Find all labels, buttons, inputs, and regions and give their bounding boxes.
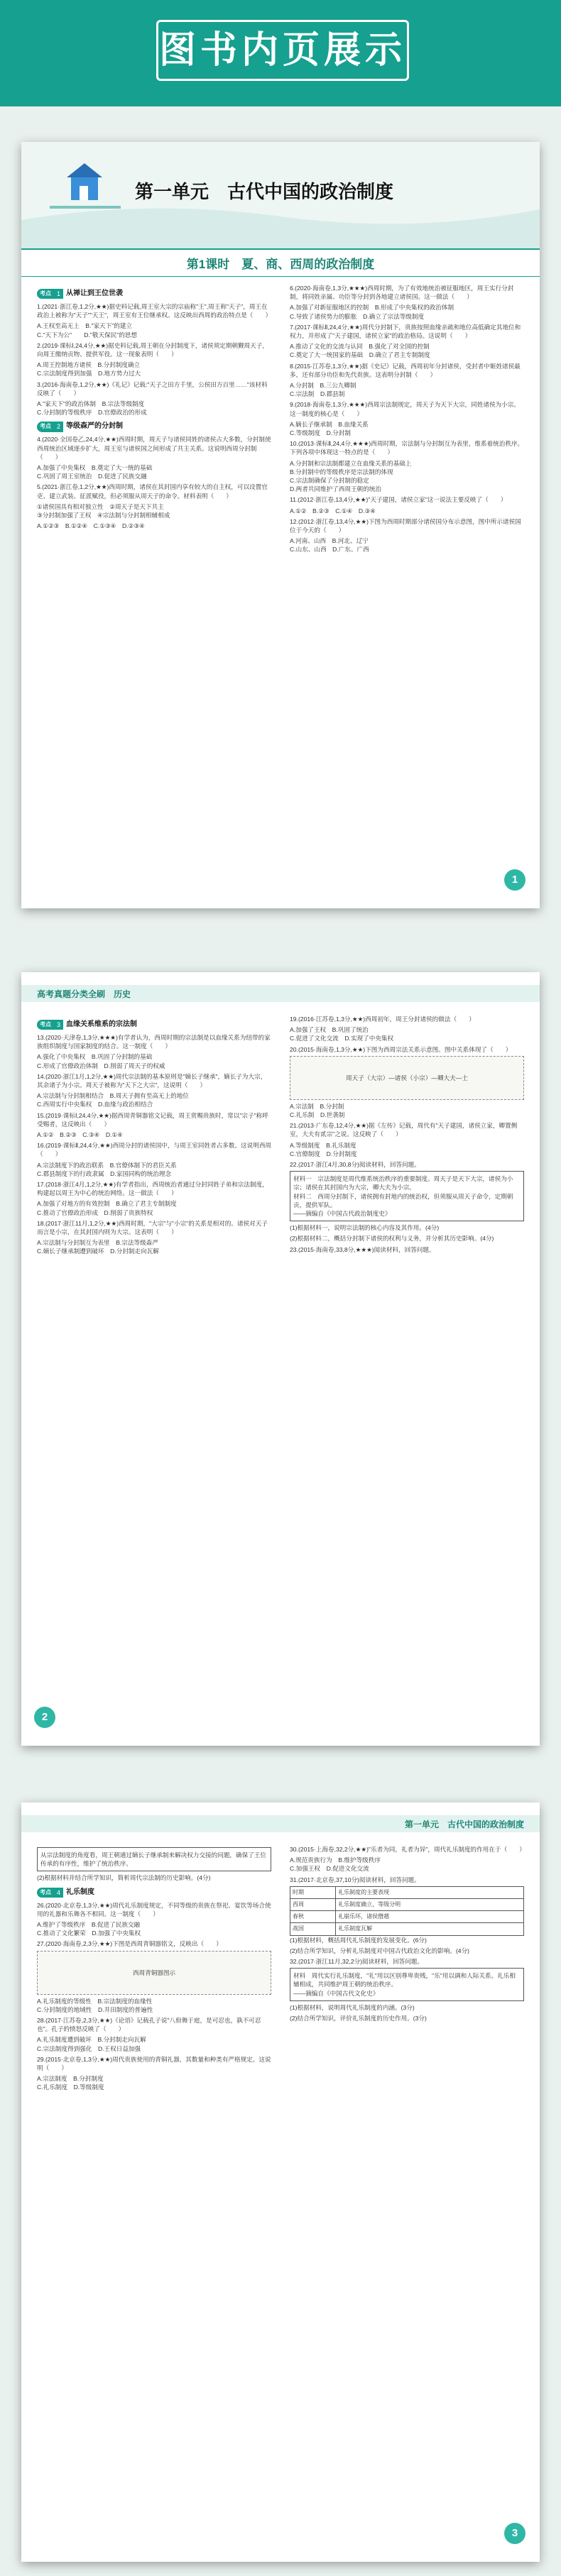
question-text: 10.(2013·课标Ⅱ,24,4分,★★★)西周时期，宗法制与分封制互为表里，维系着统治秩序。下列各项中体现这一特点的是（ ） — [290, 440, 524, 456]
question-text: A.分封制 B.三公九卿制 C.宗法制 D.郡县制 — [290, 382, 356, 398]
question-text: 27.(2020·海南卷,2,3分,★★)下图是西周青铜器铭文，反映出（ ） — [37, 1940, 222, 1948]
question-text: A.加强了中央集权 B.奠定了大一统的基础 C.巩固了周王室统治 D.促进了民族交融 — [37, 464, 153, 480]
page-number: 1 — [504, 869, 525, 891]
question-text: 13.(2020·天津卷,1,3分,★★★)有学者认为，西周时期的宗法制是以血缘关系为纽带的家族组织制度与国家制度的结合。这一制度（ ） — [37, 1034, 271, 1050]
table-cell: 礼乐制度确立，等级分明 — [336, 1899, 524, 1911]
section-heading — [37, 1019, 271, 1030]
question-text: A.强化了中央集权 B.巩固了分封制的基础 C.形成了官僚政治体制 D.削弱了周天子的权威 — [37, 1053, 165, 1069]
question-text: A.宗法制度 B.分封制度 C.礼乐制度 D.等级制度 — [37, 2075, 104, 2091]
table-cell: 战国 — [290, 1923, 336, 1935]
book-page-3 — [21, 1802, 540, 2562]
question-text: A.①② B.②③ C.③④ D.①④ — [37, 1131, 123, 1139]
right-column — [290, 1015, 524, 1256]
section-heading — [37, 421, 271, 432]
banner — [0, 0, 561, 106]
left-column — [37, 284, 271, 532]
question-text: (2)根据材料二，概括分封制下诸侯的权利与义务，并分析其历史影响。(4分) — [290, 1235, 494, 1243]
question-text: 5.(2021·浙江卷,1,2分,★★)西周时期，诸侯在其封国内享有较大的自主权，可以设置官吏、建立武装、征派赋役，但必须服从周天子的命令。材料表明（ ） — [37, 483, 268, 500]
section-title: 礼乐制度 — [66, 1888, 95, 1896]
question-text: A.河南、山西 B.河北、辽宁 C.山东、山西 D.广东、广西 — [290, 537, 369, 554]
question-text: 2.(2019·课标Ⅰ,24,4分,★★)据史料记载,周王朝在分封制度下，诸侯须定期朝觐周天子，向周王缴纳贡物、提供军役。这一现象表明（ ） — [37, 341, 268, 358]
question-text: A."家天下"的政治体制 B.宗法等级制度 C.分封制的等级秩序 D.官僚政治的形成 — [37, 400, 147, 417]
question-text: (1)根据材料，概括周代礼乐制度的发展变化。(6分) — [290, 1936, 427, 1944]
question-text: 32.(2017·浙江11月,32,2分)阅读材料，回答问题。 — [290, 1958, 423, 1966]
question-text: (2)结合所学知识，评价礼乐制度的历史作用。(3分) — [290, 2015, 427, 2022]
question-text: A.加强了对地方的有效控制 B.确立了君主专制制度 C.推动了官僚政治形成 D.削弱了贵族特权 — [37, 1200, 177, 1216]
question-text: 23.(2015·海南卷,33,8分,★★★)阅读材料，回答问题。 — [290, 1245, 435, 1253]
question-text: A.推动了文化的交流与认同 B.强化了对全国的控制 C.奠定了大一统国家的基础 D.确立了君主专制制度 — [290, 343, 430, 359]
question-text: 26.(2020·北京卷,1,3分,★★)周代礼乐制度规定，不同等级的贵族在祭祀、宴饮等场合使用的礼器和乐舞各不相同。这一制度（ ） — [37, 1901, 271, 1917]
material-table — [290, 1886, 524, 1936]
left-column — [37, 1845, 271, 2094]
question-text: A.王权至高无上 B."家天下"的建立 C."天下为公" D."敬天保民"的思想 — [37, 322, 138, 338]
book-page-1 — [21, 142, 540, 908]
question-text: (2)结合所学知识，分析礼乐制度对中国古代政治文化的影响。(4分) — [290, 1947, 470, 1954]
question-text: 17.(2018·浙江4月,1,2分,★★)有学者指出，西周统治者通过分封同姓子弟和宗法制度，构建起以周王为中心的统治网络。这一做法（ ） — [37, 1181, 268, 1197]
table-cell: 礼崩乐坏，诸侯僭越 — [336, 1911, 524, 1923]
question-text: 14.(2020·浙江1月,1,2分,★★)周代宗法制的基本原则是"嫡长子继承"，嫡长子为大宗，其余诸子为小宗。周天子被称为"天下之大宗"，这说明（ ） — [37, 1072, 267, 1089]
question-text: 4.(2020·全国卷乙,24,4分,★★)西周时期，周天子与诸侯同姓的诸侯占大多数，分封制使西周统治区域逐步扩大，周王室与诸侯国之间形成了共主关系。这说明西周分封制（ ） — [37, 436, 271, 461]
right-column — [290, 284, 524, 556]
question-text: 11.(2012·浙江卷,13,4分,★★)"天子建国，诸侯立家"这一说法主要反映了（ ） — [290, 496, 507, 504]
table-cell: 礼乐制度瓦解 — [336, 1923, 524, 1935]
question-text: 3.(2016·海南卷,1,2分,★★)《礼记》记载:"天子之田方千里，公侯田方百里……"该材料反映了（ ） — [37, 380, 268, 397]
question-text: 12.(2012·浙江卷,13,4分,★★)下图为西周时期部分诸侯国分布示意图，图中所示诸侯国位于今天的（ ） — [290, 517, 521, 534]
question-text: A.礼乐制度的等级性 B.宗法制度的血缘性 C.分封制度的地域性 D.井田制度的普遍性 — [37, 1997, 153, 2013]
question-text: 21.(2013·广东卷,12,4分,★★)据《左传》记载，周代有"天子建国，诸侯立家，卿置侧室，大夫有贰宗"之说。这反映了（ ） — [290, 1122, 518, 1138]
question-text: 30.(2015·上海卷,32,2分,★★)"乐者为同，礼者为异"，周代礼乐制度的作用在于（ ） — [290, 1846, 525, 1853]
banner-title: 图书内页展示 — [156, 20, 409, 81]
section-title: 从禅让到王位世袭 — [66, 289, 124, 297]
question-text: (1)根据材料一，说明宗法制的核心内容及其作用。(4分) — [290, 1224, 440, 1232]
question-text: A.礼乐制度遭到破坏 B.分封制走向瓦解 C.宗法制度得到强化 D.王权日益加强 — [37, 2036, 146, 2052]
material-box: 材料 周代实行礼乐制度，"礼"用以区别尊卑贵贱，"乐"用以调和人际关系。礼乐相辅相成，共同维护周王朝的统治秩序。 ——摘编自《中国古代文化史》 — [290, 1968, 524, 2001]
question-text: 8.(2015·江苏卷,1,3分,★★)据《史记》记载，西周初年分封诸侯，受封者中姬姓诸侯最多，还有部分功臣和先代贵族。这表明分封制（ ） — [290, 362, 521, 378]
material-box: 从宗法制度的角度看，周王朝通过嫡长子继承制来解决权力交接的问题，确保了王位传承的有序性，维护了统治秩序。 — [37, 1847, 271, 1871]
table-cell: 时期 — [290, 1886, 336, 1898]
question-text: 20.(2015·海南卷,1,3分,★★)下图为西周宗法关系示意图。图中关系体现了（ ） — [290, 1045, 512, 1053]
table-cell: 西周 — [290, 1899, 336, 1911]
question-text: ①诸侯国具有相对独立性 ②周天子是天下共主 ③分封制加强了王权 ④宗法制与分封制相辅相成 — [37, 502, 170, 519]
question-text: A.规范贵族行为 B.维护等级秩序 C.加强王权 D.促进文化交流 — [290, 1856, 381, 1873]
question-figure: 周天子（大宗）—诸侯（小宗）—卿大夫—士 — [290, 1056, 524, 1100]
question-text: A.宗法制与分封制互为表里 B.宗法等级森严 C.嫡长子继承制遭到破坏 D.分封制走向瓦解 — [37, 1239, 159, 1255]
section-tag: 考点 — [37, 1888, 54, 1898]
question-text: 1.(2021·浙江卷,1,2分,★★)据史料记载,周王室大宗的宗庙称"王",周王称"天子"，周王在政治上被称为"天子""天王"，周王室有王位继承权。这反映出西周的政治特点是（ ） — [37, 303, 272, 319]
section-number: 2 — [54, 422, 63, 431]
question-text: (1)根据材料，说明周代礼乐制度的内涵。(3分) — [290, 2003, 415, 2011]
question-text: 19.(2016·江苏卷,1,3分,★★)西周初年，周王分封诸侯的做法（ ） — [290, 1015, 475, 1023]
question-text: 6.(2020·海南卷,1,3分,★★★)西周时期，为了有效地统治被征服地区，周王实行分封制，将同姓亲属、功臣等分封到各地建立诸侯国。这一做法（ ） — [290, 285, 514, 301]
question-text: A.①②③ B.①②④ C.①③④ D.②③④ — [37, 522, 145, 530]
question-text: A.分封制和宗法制都建立在血缘关系的基础上 B.分封制中的等级秩序是宗法制的体现 C.宗法制确保了分封制的稳定 D.两者共同维护了西周王朝的统治 — [290, 459, 412, 493]
unit-title: 第一单元 古代中国的政治制度 — [135, 181, 394, 202]
question-text: 22.(2017·浙江4月,30,8分)阅读材料，回答问题。 — [290, 1161, 420, 1169]
question-text: A.宗法制度下的政治联系 B.官僚体制下的君臣关系 C.郡县制度下的行政隶属 D.家国同构的统治理念 — [37, 1161, 177, 1177]
left-column — [37, 1015, 271, 1258]
running-header: 高考真题分类全刷 历史 — [37, 989, 131, 999]
question-figure: 西周青铜器图示 — [37, 1951, 271, 1995]
question-text: A.嫡长子继承制 B.血缘关系 C.等级制度 D.分封制 — [290, 420, 369, 437]
running-header: 第一单元 古代中国的政治制度 — [404, 1820, 524, 1829]
question-text: A.加强了对新征服地区的控制 B.形成了中央集权的政治体制 C.导致了诸侯势力的膨胀 D.确立了宗法等级制度 — [290, 304, 454, 320]
section-number: 1 — [54, 289, 63, 299]
section-title: 等级森严的分封制 — [66, 422, 124, 431]
section-tag: 考点 — [37, 289, 54, 299]
question-text: A.周王控制地方诸侯 B.分封制度确立 C.宗法制度得到加强 D.地方势力过大 — [37, 361, 141, 378]
question-text: 9.(2018·海南卷,1,3分,★★★)西周宗法制规定，周天子为天下大宗，同姓诸侯为小宗。这一制度的核心是（ ） — [290, 401, 520, 417]
question-text: A.宗法制与分封制相结合 B.周天子拥有至高无上的地位 C.西周实行中央集权 D.血缘与政治相结合 — [37, 1092, 189, 1108]
page-number: 2 — [34, 1707, 55, 1728]
section-tag: 考点 — [37, 422, 54, 431]
question-text: 16.(2019·课标Ⅱ,24,4分,★★)西周分封的诸侯国中，与周王室同姓者占多数。这说明西周（ ） — [37, 1142, 272, 1158]
question-text: 7.(2017·课标Ⅱ,24,4分,★★)周代分封制下，贵族按照血缘亲疏和地位高低确定其地位和权力，并形成了"天子建国，诸侯立家"的政治格局。这说明（ ） — [290, 323, 521, 340]
lesson-title: 第1课时 夏、商、西周的政治制度 — [21, 248, 540, 277]
right-column — [290, 1845, 524, 2025]
table-cell: 礼乐制度的主要表现 — [336, 1886, 524, 1898]
section-heading — [37, 1887, 271, 1898]
question-text: 29.(2015·北京卷,1,3分,★★)周代贵族使用的青铜礼器，其数量和种类有严格规定。这说明（ ） — [37, 2055, 271, 2072]
section-number: 3 — [54, 1020, 63, 1030]
question-text: 28.(2017·江苏卷,2,3分,★★)《论语》记载孔子说"八佾舞于庭，是可忍也，孰不可忍也"。孔子的愤怒反映了（ ） — [37, 2017, 261, 2033]
material-box: 材料一 宗法制度是周代维系统治秩序的重要制度。周天子是天下大宗，诸侯为小宗；诸侯在其封国内为大宗，卿大夫为小宗。 材料二 西周分封制下，诸侯拥有封地内的统治权，但须服从周天子命令，定期朝贡，提供军队。 ——摘编自《中国古代政治制度史》 — [290, 1171, 524, 1221]
question-text: A.维护了等级秩序 B.促进了民族交融 C.推动了文化繁荣 D.加强了中央集权 — [37, 1921, 141, 1937]
book-page-2 — [21, 972, 540, 1746]
question-text: A.①② B.②③ C.①④ D.③④ — [290, 507, 376, 514]
table-cell: 春秋 — [290, 1911, 336, 1923]
question-text: 18.(2017·浙江11月,1,2分,★★)西周时期，"大宗"与"小宗"的关系是相对的。诸侯对天子而言是小宗，在其封国内则为大宗。这表明（ ） — [37, 1219, 268, 1236]
section-title: 血缘关系维系的宗法制 — [66, 1020, 138, 1028]
section-heading — [37, 288, 271, 299]
question-text: 31.(2017·北京卷,37,10分)阅读材料，回答问题。 — [290, 1876, 420, 1883]
section-number: 4 — [54, 1888, 63, 1898]
question-text: A.宗法制 B.分封制 C.礼乐制 D.世袭制 — [290, 1102, 345, 1119]
section-tag: 考点 — [37, 1020, 54, 1030]
question-text: A.加强了王权 B.巩固了统治 C.促进了文化交流 D.实现了中央集权 — [290, 1026, 394, 1042]
question-text: A.等级制度 B.礼乐制度 C.官僚制度 D.分封制度 — [290, 1141, 357, 1157]
question-text: 15.(2019·课标Ⅰ,24,4分,★★)据西周青铜器铭文记载，周王赏赐贵族时，常以"宗子"称呼受赐者，这反映出（ ） — [37, 1111, 268, 1128]
question-text: (2)根据材料并结合所学知识，简析周代宗法制的历史影响。(4分) — [37, 1874, 211, 1882]
page-number: 3 — [504, 2523, 525, 2544]
